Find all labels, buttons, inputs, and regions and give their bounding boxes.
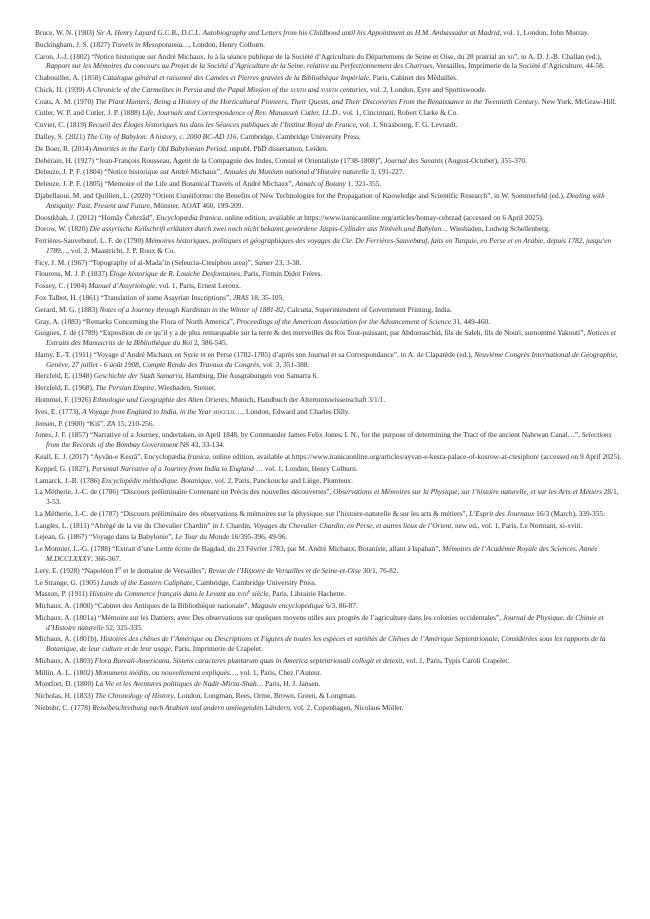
bibliography-list bbox=[35, 28, 624, 713]
entry-text: Herzfeld, E. (1968), bbox=[35, 383, 96, 393]
entry-text: Chabouillet, A. (1858) bbox=[35, 73, 103, 83]
entry-text: , Cambridge, Cambridge University Press. bbox=[236, 132, 361, 142]
entry-text: De Boer, R. (2014) bbox=[35, 143, 93, 153]
entry-text: Jones, J. F. (1857) “Narrative of a Journey, undertaken, in April 1848, by Commander James Felix Jones, I. N., for the purpose of determining the Tract of the ancient Nahrwan Canal…”, bbox=[35, 430, 582, 440]
entry-title-text: Sir A. Henry Layard G.C.B., D.C.L. Autobiography and Letters from his Childhood until his Appointment as H.M. Ambassador at Madrid bbox=[96, 28, 500, 37]
entry-text: , vol. 1, Paris, Ernest Leroux. bbox=[155, 281, 241, 291]
entry-text: Michaux, A. (1801b), bbox=[35, 634, 101, 644]
entry-title-text: The Plant Hunters; Being a History of the Horticultural Pioneers, Their Quests, and Their Discoveries From the Renaissance to the Twentieth Century bbox=[95, 96, 538, 106]
entry-title-text: Encyclopédie méthodique. Botanique bbox=[101, 475, 211, 485]
bibliography-entry bbox=[35, 601, 624, 611]
entry-text: Lejean, G. (1867) “Voyage dans la Babylonie”, bbox=[35, 532, 176, 542]
entry-title-text: Selections from the Records of the Bombay Government bbox=[46, 430, 612, 450]
entry-title-text: xviii bbox=[236, 589, 248, 599]
entry-text: Dorow, W. (1820) bbox=[35, 224, 90, 234]
entry-title-text: Revue de l’Histoire de Versailles et de Seine-et-Oise bbox=[208, 565, 361, 575]
entry-text: Langlès, L. (1811) “Abrégé de la vie du Chevalier Chardin” in J. Chardin, bbox=[35, 520, 254, 530]
bibliography-entry bbox=[35, 293, 624, 303]
entry-text: , new ed., vol. 1, Paris, Le Normant, xi-xviii. bbox=[451, 520, 583, 530]
entry-text: Keall, E. J. (2017) “Ayvān-e Kesrā”, Encyclopædia bbox=[35, 451, 188, 461]
entry-title-text: Annales du Muséum national d’Histoire naturelle bbox=[223, 167, 369, 177]
entry-text: Buckingham, J. S. (1827) bbox=[35, 39, 112, 49]
entry-text: , Münster, AOAT 460, 199-209. bbox=[150, 200, 244, 210]
bibliography-entry bbox=[35, 634, 624, 653]
entry-text: , vol. 2, London, Eyre and Spottiswoode. bbox=[366, 84, 487, 94]
bibliography-entry bbox=[35, 544, 624, 563]
bibliography-entry bbox=[35, 350, 624, 369]
bibliography-entry bbox=[35, 395, 624, 405]
entry-text: 23, 3-38. bbox=[273, 257, 302, 267]
entry-text: Djabellaoui, M. and Quillien, L. (2020) “Orient Cunéiforme: the Benefits of New Technologies for the Propagation of Knowledge and Scientific Research”, in W. Sommerfeld (ed.), bbox=[35, 191, 567, 201]
entry-title-text: La Vie et les Aventures politiques de Nadir-Mirza-Shah… bbox=[95, 679, 264, 689]
entry-text: Montfort, D. (1800) bbox=[35, 679, 96, 689]
entry-title-text: JRAS bbox=[232, 293, 249, 303]
entry-text: 52, 325-335. bbox=[103, 622, 143, 632]
entry-title-text: Histoires des chênes de l’Amérique ou Descriptions et Figures de toutes les espèces et variétés de Chênes de l’Amérique Septentrionale, Considérées sous les rapports de la Botanique, de leur culture et de leur usage bbox=[46, 634, 606, 654]
entry-text: , online edition, available at https://www.iranicaonline.org/articles/homay-cehrzad (accessed on 6 April 2025). bbox=[221, 212, 544, 222]
entry-title-text: Le Tour du Monde bbox=[175, 532, 230, 542]
entry-text: Dehérain, H. (1927) “Jean-François Rousseau, Agent de la Compagnie des Indes, Consul et Orientaliste (1738-1808)”, bbox=[35, 155, 385, 165]
entry-title-text: Geschichte der Stadt Samarra bbox=[93, 371, 183, 381]
entry-title-text: The Persian Empire bbox=[95, 383, 155, 393]
entry-text: 31, 449-460. bbox=[450, 316, 490, 326]
entry-text: Jensen, P. (1900) “Kiš”, bbox=[35, 418, 107, 428]
bibliography-entry bbox=[35, 691, 624, 701]
bibliography-entry bbox=[35, 532, 624, 542]
entry-text: Cutler, W. P. and Cutler, J. P. (1888) bbox=[35, 108, 143, 118]
entry-text: (August-October), 355-370. bbox=[443, 155, 527, 165]
bibliography-entry bbox=[35, 108, 624, 118]
entry-text: , vol. 2, Maastricht, J. P. Roux & Co. bbox=[67, 245, 176, 255]
entry-text: et le domaine de Versailles”, bbox=[121, 565, 209, 575]
entry-text: La Métherie, J.-C. de (1786) “Discours préliminaire Contenant un Précis des nouvelles découvertes”, bbox=[35, 487, 334, 497]
bibliography-entry bbox=[35, 85, 624, 95]
entry-text: Michaux, A. (1800) “Cabinet des Antiques de la Bibliothèque nationale”, bbox=[35, 601, 252, 611]
entry-text: NS 43, 33-134. bbox=[178, 440, 225, 450]
bibliography-entry bbox=[35, 40, 624, 50]
entry-text: Deleuze, J. P. F. (1805) “Memoire of the Life and Botanical Travels of André Michaux”, bbox=[35, 179, 296, 189]
entry-text: 18, 35-105. bbox=[248, 293, 285, 303]
entry-text: Coats, A. M. (1970) bbox=[35, 96, 96, 106]
entry-text: , Paris, Librairie Hachette. bbox=[268, 589, 346, 599]
entry-text: La Métherie, J.-C. de (1787) “Discours préliminaire des observations & mémoires sur la physique, sur l’histoire-naturelle & sur les arts & métiers”, bbox=[35, 508, 470, 518]
entry-title-text: Proceedings of the American Association for the Advancement of Science bbox=[236, 316, 451, 326]
entry-title-text: Flora Boreali-Americana, Sistens caracteres plantarum quas in America septentrionali collegit et detexit bbox=[94, 655, 403, 665]
entry-text: 15, 210-256. bbox=[115, 418, 155, 428]
bibliography-entry bbox=[35, 656, 624, 666]
entry-text: Lamarck, J.-B. (1786) bbox=[35, 475, 102, 485]
entry-text: , Paris, Imprimerie de Crapelet. bbox=[170, 644, 263, 654]
bibliography-entry bbox=[35, 97, 624, 107]
bibliography-entry bbox=[35, 613, 624, 632]
entry-text: , London, Longman, Rees, Orme, Brown, Green, & Longman. bbox=[173, 691, 357, 701]
entry-text: Le Monnier, L.-G. (1788) “Extrait d’une Lettre écrite de Bagdad, du 23 Février 1783, par M. André Michaux, Botaniste, allant à Ispahan”, bbox=[35, 544, 443, 554]
entry-title-text: Amorites in the Early Old Babylonian Period bbox=[92, 143, 226, 153]
entry-text: … vol. 1, London, Henry Colburn. bbox=[253, 463, 358, 473]
entry-title-text: Notices et Extraits des Manuscrits de la Bibliothèque du Roi bbox=[46, 328, 617, 348]
entry-title-text: Iranica bbox=[187, 451, 209, 461]
entry-title-text: mdcclix bbox=[213, 406, 235, 416]
entry-title-text: Monumens inédits, ou nouvellement expliqués… bbox=[94, 667, 237, 677]
bibliography-entry bbox=[35, 52, 624, 71]
entry-text: , vol. 1, Paris, Chez l’Auteur. bbox=[236, 667, 322, 677]
entry-title-text: Catalogue général et raisonné des Camées et Pierres gravées de la Bibliothèque Impériale bbox=[102, 73, 370, 83]
entry-title-text: Lands of the Eastern Caliphate bbox=[100, 577, 193, 587]
entry-text: , Hamburg, Die Ausgrabungen von Samarra 6. bbox=[182, 371, 319, 381]
entry-title-text: Annals of Botany bbox=[295, 179, 346, 189]
bibliography-entry bbox=[35, 144, 624, 154]
bibliography-entry bbox=[35, 224, 624, 234]
entry-text: , 366-367. bbox=[91, 553, 121, 563]
entry-text: Doostkhah, J. (2012) “Homāy Čehrzād”, bbox=[35, 212, 157, 222]
entry-title-text: Journal de Physique, de Chimie et d’Histoire naturelle bbox=[46, 612, 604, 632]
entry-text: Keppel, G. (1827), bbox=[35, 463, 92, 473]
bibliography-entry bbox=[35, 371, 624, 381]
entry-text: , Versailles, Imprimerie de la Société d’Agriculture, 44-58. bbox=[432, 61, 605, 71]
bibliography-entry bbox=[35, 407, 624, 417]
entry-text: Ferrières-Sauvebœuf, L. F. de (1790) bbox=[35, 236, 146, 246]
entry-text: , Cambridge, Cambridge University Press. bbox=[192, 577, 317, 587]
bibliography-entry bbox=[35, 28, 624, 38]
bibliography-entry bbox=[35, 487, 624, 506]
entry-text: Fox Talbot, H. (1861) “Translation of some Assyrian Inscriptions”, bbox=[35, 293, 233, 303]
entry-title-text: Histoire du Commerce français dans le Levant au bbox=[89, 589, 237, 599]
entry-text: 3, 191-227. bbox=[368, 167, 405, 177]
entry-title-text: Recueil des Éloges historiques lus dans les Séances publiques de l’Institut Royal de France bbox=[88, 120, 356, 130]
bibliography-entry bbox=[35, 269, 624, 279]
entry-text: …, London, Edward and Charles Dilly. bbox=[234, 406, 350, 416]
entry-text: ”, in A. D. J.-B. Challan (ed.), bbox=[514, 51, 602, 61]
entry-title-text: Encyclopædia Iranica bbox=[156, 212, 222, 222]
entry-title-text: The Chronology of History bbox=[94, 691, 174, 701]
entry-text: , Wiesbaden, Steiner. bbox=[154, 383, 216, 393]
entry-title-text: Dealing with Antiquity: Past, Present and Future bbox=[46, 191, 605, 210]
entry-title-text: Mémoires historiques, politiques et géographiques des voyages du Cte. De Ferrières-Sauvebœuf, faits en Turquie, en Perse et en Arabie, depuis 1782, jusqu’en 1789… bbox=[46, 236, 612, 255]
entry-title-text: L’Esprit des Journaux bbox=[469, 508, 535, 518]
bibliography-entry bbox=[35, 167, 624, 177]
bibliography-entry bbox=[35, 464, 624, 474]
bibliography-entry bbox=[35, 281, 624, 291]
entry-title-text: Life, Journals and Correspondence of Rev. Manasseh Cutler, LL.D. bbox=[142, 108, 340, 118]
bibliography-entry bbox=[35, 566, 624, 576]
entry-text: Wiesbaden, Ludwig Schellenberg. bbox=[447, 224, 550, 234]
entry-text: Hamy, E.-T. (1911) “Voyage d’André Michaux en Syrie et en Perse (1782-1785) d’après son Journal et sa Correspondance”, in A. de Claparède (ed.), bbox=[35, 349, 475, 359]
entry-text: Herzfeld, E. (1948) bbox=[35, 371, 94, 381]
bibliography-entry bbox=[35, 191, 624, 210]
bibliography-entry bbox=[35, 521, 624, 531]
bibliography-entry bbox=[35, 430, 624, 449]
entry-title-text: Ethnologie und Geographie des Alten Orients bbox=[92, 395, 228, 405]
entry-title-text: xviith bbox=[290, 84, 306, 94]
entry-text: 28/1, 3-53. bbox=[46, 487, 619, 507]
entry-text: Masson, P. (1911) bbox=[35, 589, 90, 599]
bibliography-entry bbox=[35, 305, 624, 315]
entry-text: Le Strange, G. (1905) bbox=[35, 577, 101, 587]
entry-text: Ives, E. (1773), bbox=[35, 406, 83, 416]
entry-text: , online edition, available at https://www.iranicaonline.org/articles/ayvan-e-kesra-palace-of-kosrow-at-ctesiphon/ (accessed on 9 April 2025). bbox=[208, 451, 622, 461]
entry-title-text: centuries bbox=[337, 84, 367, 94]
entry-text: Flourens, M. J. P. (1837) bbox=[35, 269, 110, 279]
entry-text: , vol. 1, Strasbourg, F. G. Levrault. bbox=[355, 120, 458, 130]
entry-text: , vol. 2, Paris, Panckoucke and Liège, Plomteux. bbox=[210, 475, 353, 485]
entry-text: Cuvier, C. (1819) bbox=[35, 120, 89, 130]
entry-title-text: Travels in Mesopotamia… bbox=[111, 39, 189, 49]
entry-title-text: and bbox=[305, 84, 321, 94]
bibliography-entry bbox=[35, 179, 624, 189]
entry-title-text: Reisebeschreibung nach Arabien und andern umliegenden Ländern bbox=[92, 703, 290, 713]
entry-title-text: Magasin encyclopédique bbox=[251, 601, 325, 611]
entry-text: , vol. 2, Copenhagen, Nicolaus Möller. bbox=[289, 703, 404, 713]
entry-text: Ficy, J. M. (1967) “Topography of al-Mada’in (Seleucia-Ctesiphon area)”, bbox=[35, 257, 255, 267]
entry-text: 2, 386-545. bbox=[192, 338, 228, 348]
entry-text: 6/3, 86-87. bbox=[324, 601, 358, 611]
entry-title-text: xviiith bbox=[320, 84, 338, 94]
entry-text: 16/3 (March), 339-355. bbox=[534, 508, 605, 518]
bibliography-entry bbox=[35, 578, 624, 588]
bibliography-entry bbox=[35, 703, 624, 713]
entry-text: Dalley, S. (2021) bbox=[35, 132, 87, 142]
bibliography-entry bbox=[35, 258, 624, 268]
entry-text: Paris, H. J. Jansen. bbox=[263, 679, 321, 689]
entry-text: , vol. 3, 351-388. bbox=[259, 359, 310, 369]
entry-title-text: A Chronicle of the Carmelites in Persia and the Papal Mission of the bbox=[86, 84, 291, 94]
entry-text: , vol. 1, London, John Murray. bbox=[499, 28, 589, 37]
entry-title-text: Sumer bbox=[254, 257, 274, 267]
bibliography-entry bbox=[35, 419, 624, 429]
entry-text: Lery, E. (1928) “Napoléon I bbox=[35, 565, 118, 575]
bibliography-entry bbox=[35, 132, 624, 142]
entry-text: xii bbox=[507, 51, 514, 61]
entry-text: Deleuze, J. P. F. (1804) “Notice historique sur André Michaux”, bbox=[35, 167, 224, 177]
entry-text: Chick, H. (1939) bbox=[35, 84, 87, 94]
entry-title-text: Notes of a Journey through Kurdistan in the Winter of 1881-82 bbox=[99, 304, 284, 314]
entry-text: Caron, J.-J. (1802) “Notice historique sur André Michaux, lu à la séance publique de la Société d’Agriculture du Départemens de Seine et Oise, du 28 prairial an bbox=[35, 51, 508, 61]
entry-text: 1, 321-355. bbox=[345, 179, 382, 189]
entry-title-text: Voyages du Chevalier Chardin, en Perse, et autres lieux de l’Orient bbox=[253, 520, 452, 530]
bibliography-entry bbox=[35, 156, 624, 166]
entry-text: , vol. 1, Paris, Typis Caroli Crapelet. bbox=[402, 655, 510, 665]
entry-title-text: A Voyage from England to India, in the Year bbox=[82, 406, 214, 416]
entry-text: Michaux, A. (1803) bbox=[35, 655, 95, 665]
entry-text: , Paris, Cabinet des Médailles. bbox=[369, 73, 458, 83]
bibliography-entry bbox=[35, 383, 624, 393]
entry-text: , Paris, Firmin Didot Frères. bbox=[240, 269, 323, 279]
bibliography-entry bbox=[35, 476, 624, 486]
bibliography-entry bbox=[35, 73, 624, 83]
bibliography-entry bbox=[35, 679, 624, 689]
entry-title-text: e bbox=[247, 589, 251, 595]
bibliography-entry bbox=[35, 120, 624, 130]
entry-title-text: Die assyrische Keilschrift erläutert durch zwei noch nicht bekannt gewordene Jaspis-Cylinder aus Niniveh und Babylon… bbox=[89, 224, 448, 234]
entry-text: Guignes, J. de (1789) “Exposition de ce qu’il y a de plus remarquable sur la terre & des merveilles du Roi Tout-puissant, par Abdorraschid, fils de Saleh, fils de Nouri, surnommé Yakouti”, bbox=[35, 328, 587, 338]
entry-text: Nicholas, H. (1833) bbox=[35, 691, 95, 701]
entry-text: 16/395-396, 49-96. bbox=[229, 532, 288, 542]
bibliography-entry bbox=[35, 668, 624, 678]
bibliography-entry bbox=[35, 452, 624, 462]
entry-title-text: ZA bbox=[106, 418, 116, 428]
entry-text: Michaux, A. (1801a) “Mémoire sur les Dattiers, avec Des observations sur quelques moyens utiles aux progrès de l’agriculture dans les colonies occidentales”, bbox=[35, 612, 503, 622]
entry-title-text: Mémoires de l’Académie Royale des Sciences. Année M.DCCLXXXV bbox=[46, 544, 598, 563]
entry-text: Gerard, M. G. (1883) bbox=[35, 304, 100, 314]
entry-title-text: Rapport sur les Mémoires du concours au Projet de la Société d’Agriculture de la Seine, relative au Perfectionnement des Charrues bbox=[46, 61, 433, 71]
entry-title-text: siècle bbox=[250, 589, 269, 599]
entry-text: , unpubl. PhD dissertation, Leiden. bbox=[225, 143, 328, 153]
entry-title-text: Personal Narrative of a Journey from India to England bbox=[91, 463, 254, 473]
bibliography-entry bbox=[35, 328, 624, 347]
entry-text: Fossey, C. (1904) bbox=[35, 281, 89, 291]
entry-title-text: Éloge historique de R. Louiche Desfontaines bbox=[109, 269, 241, 279]
entry-title-text: Neuvième Congrès International de Géographie, Genève, 27 juillet - 6 août 1908, Compte Rendu des Travaux du Congrès bbox=[46, 349, 618, 369]
entry-text: Gray, A. (1883) “Remarks Concerning the Flora of North America”, bbox=[35, 316, 237, 326]
entry-title-text: The City of Babylon: A history, c. 2000 BC-AD 116 bbox=[86, 132, 237, 142]
entry-text: 30/1, 76-82. bbox=[360, 565, 399, 575]
bibliography-entry bbox=[35, 509, 624, 519]
entry-text: , London, Henry Colburn. bbox=[188, 39, 266, 49]
entry-title-text: Observations et Mémoires sur la Physique, sur l’histoire naturelle, et sur les Arts et Métiers bbox=[333, 487, 602, 497]
bibliography-entry bbox=[35, 317, 624, 327]
entry-title-text: Journal des Savants bbox=[384, 155, 444, 165]
bibliography-entry bbox=[35, 236, 624, 255]
entry-text: er bbox=[117, 566, 122, 572]
entry-text: Niebuhr, C. (1778) bbox=[35, 703, 93, 713]
entry-text: , Munich, Handbuch der Altertumswissenschaft 3/1/1. bbox=[227, 395, 386, 405]
entry-text: , vol. 1, Cincinnati, Robert Clarke & Co. bbox=[339, 108, 459, 118]
entry-text: , Calcutta, Superintendent of Government Printing, India. bbox=[283, 304, 452, 314]
entry-title-text: Manuel d’Assyriologie bbox=[88, 281, 156, 291]
entry-text: , New York, McGraw-Hill. bbox=[537, 96, 617, 106]
bibliography-entry bbox=[35, 213, 624, 223]
entry-text: Bruce, W. N. (1903) bbox=[35, 28, 97, 37]
bibliography-entry bbox=[35, 589, 624, 599]
entry-text: Hommel, F. (1926) bbox=[35, 395, 93, 405]
entry-text: Millin, A. L. (1802) bbox=[35, 667, 95, 677]
